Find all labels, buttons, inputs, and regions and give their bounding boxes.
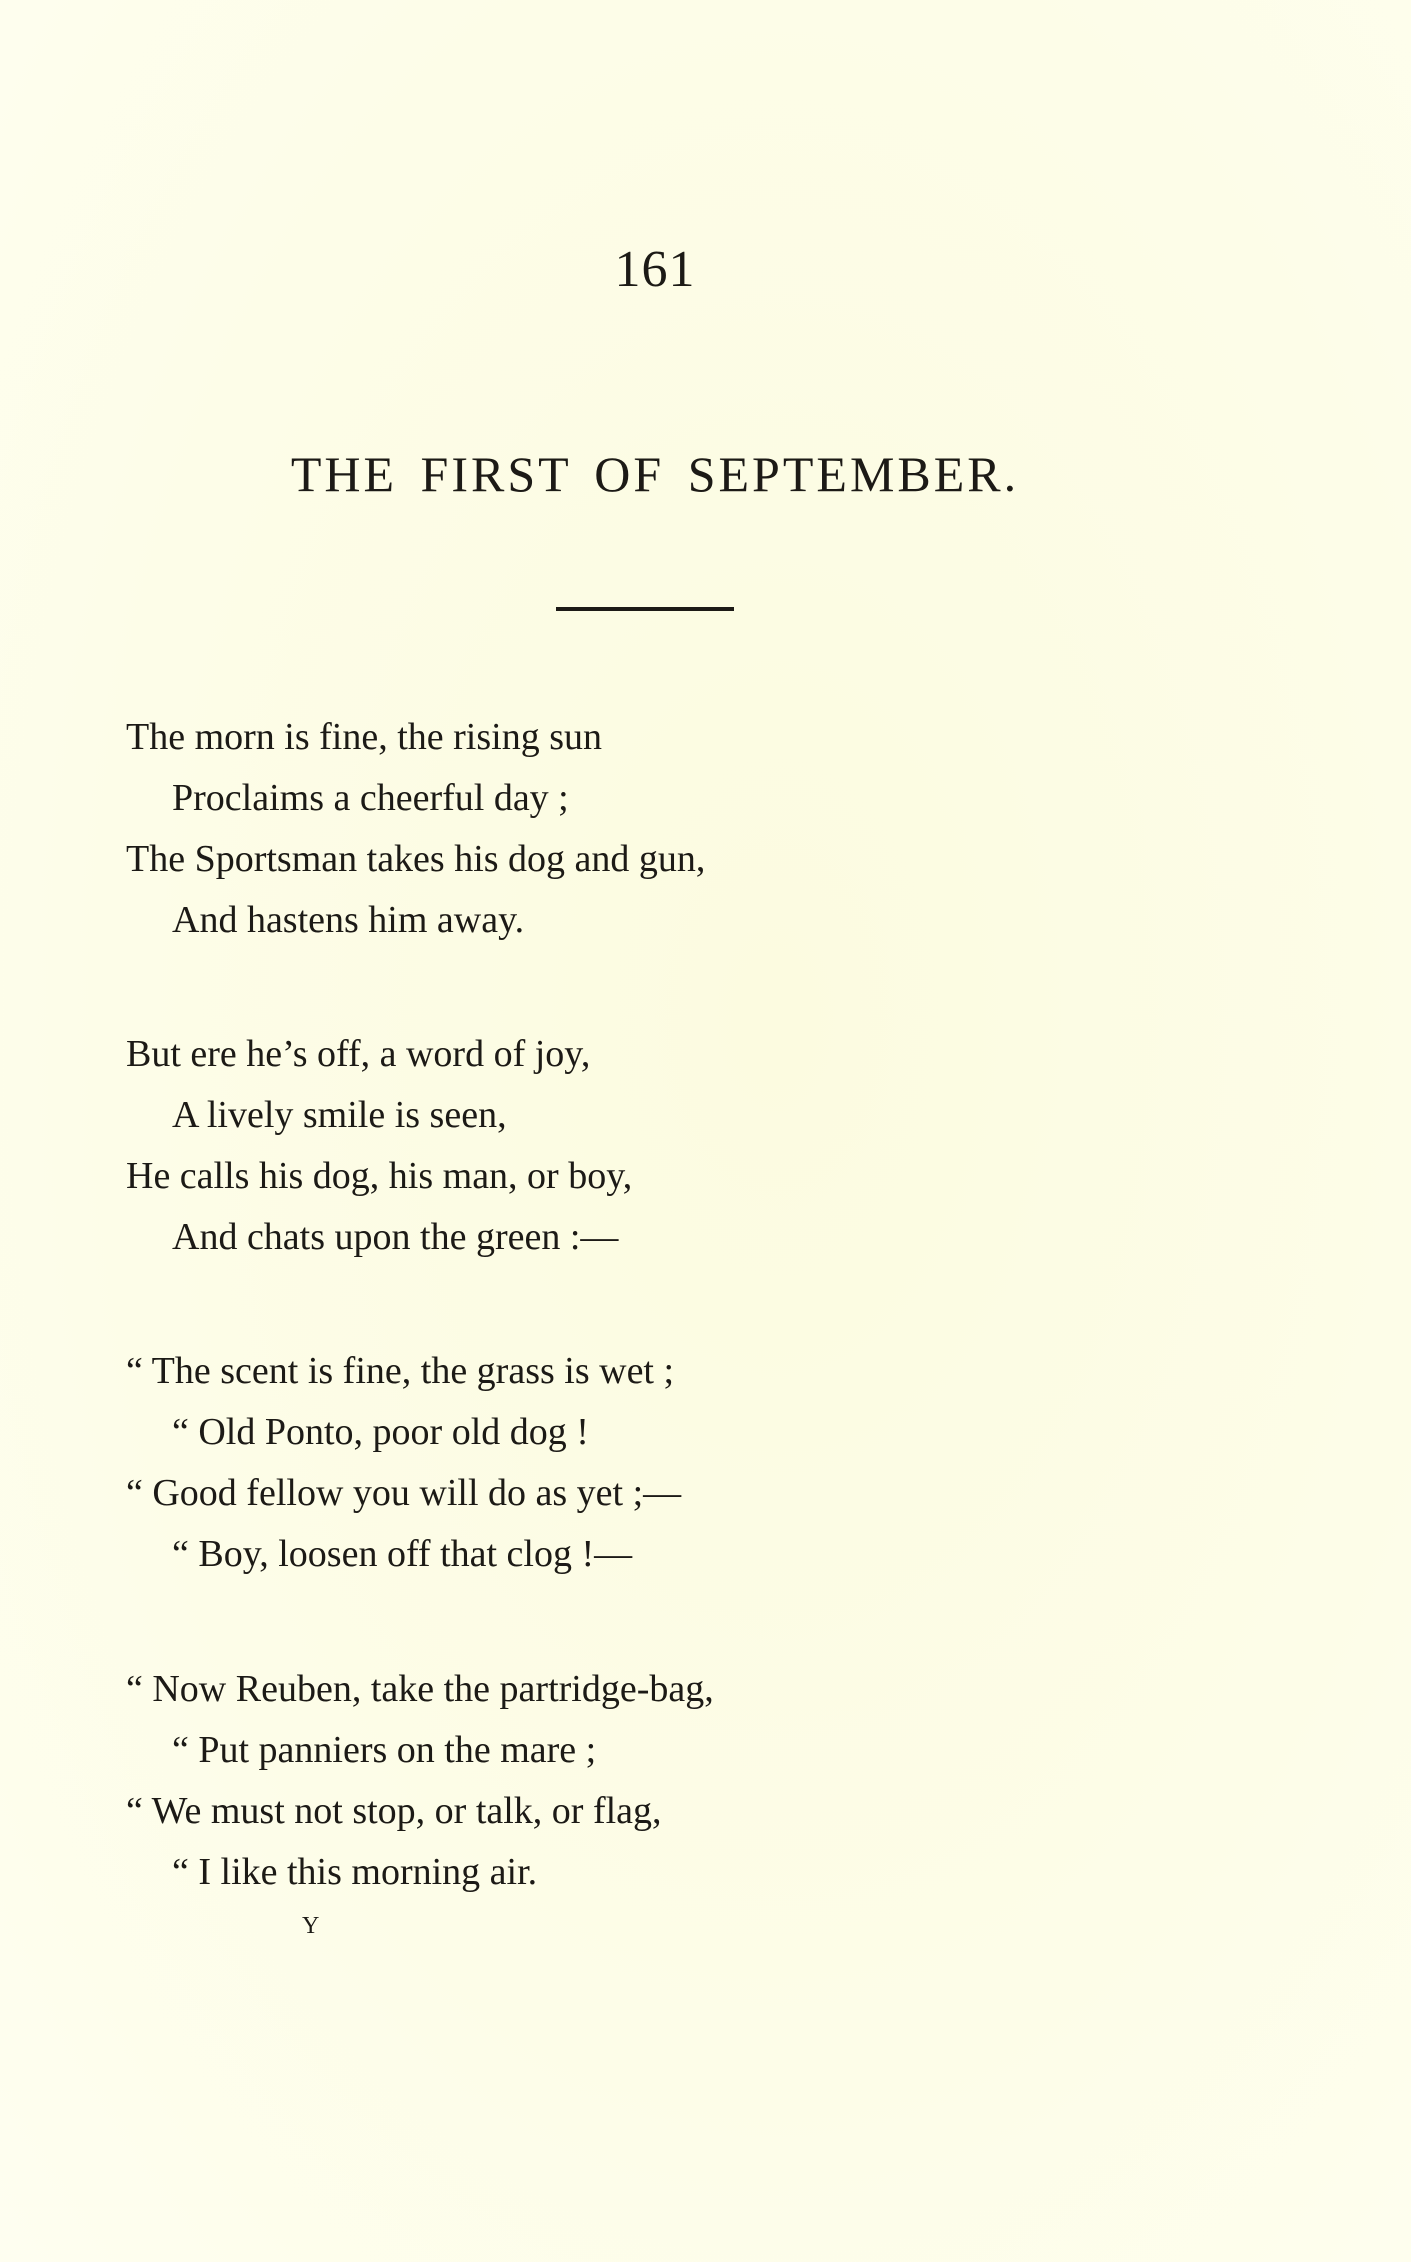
stanza-3-line-2: “ Old Ponto, poor old dog ! <box>172 1411 589 1453</box>
poem-title: THE FIRST OF SEPTEMBER. <box>290 446 1020 502</box>
stanza-2-line-3: He calls his dog, his man, or boy, <box>126 1155 633 1197</box>
stanza-4-line-1: “ Now Reuben, take the partridge-bag, <box>126 1668 714 1710</box>
stanza-2-line-4: And chats upon the green :— <box>172 1216 619 1258</box>
stanza-2-line-2: A lively smile is seen, <box>172 1094 507 1136</box>
stanza-2-line-1: But ere he’s off, a word of joy, <box>126 1033 591 1075</box>
stanza-2 <box>126 1024 1126 1268</box>
stanza-3-line-3: “ Good fellow you will do as yet ;— <box>126 1472 682 1514</box>
stanza-4 <box>126 1659 1126 1903</box>
stanza-3 <box>126 1341 1126 1585</box>
signature-mark: Y <box>302 1913 320 1939</box>
stanza-3-line-4: “ Boy, loosen off that clog !— <box>172 1533 633 1575</box>
stanza-4-line-4: “ I like this morning air. <box>172 1851 538 1893</box>
stanza-1-line-1: The morn is fine, the rising sun <box>126 716 602 758</box>
stanza-1-line-4: And hastens him away. <box>172 899 525 941</box>
stanza-4-line-2: “ Put panniers on the mare ; <box>172 1729 597 1771</box>
stanza-1-line-3: The Sportsman takes his dog and gun, <box>126 838 706 880</box>
page-number: 161 <box>614 241 696 298</box>
stanza-3-line-1: “ The scent is fine, the grass is wet ; <box>126 1350 675 1392</box>
title-rule <box>556 607 734 611</box>
stanza-4-line-3: “ We must not stop, or talk, or flag, <box>126 1790 662 1832</box>
stanza-1 <box>126 707 1126 951</box>
stanza-1-line-2: Proclaims a cheerful day ; <box>172 777 569 819</box>
